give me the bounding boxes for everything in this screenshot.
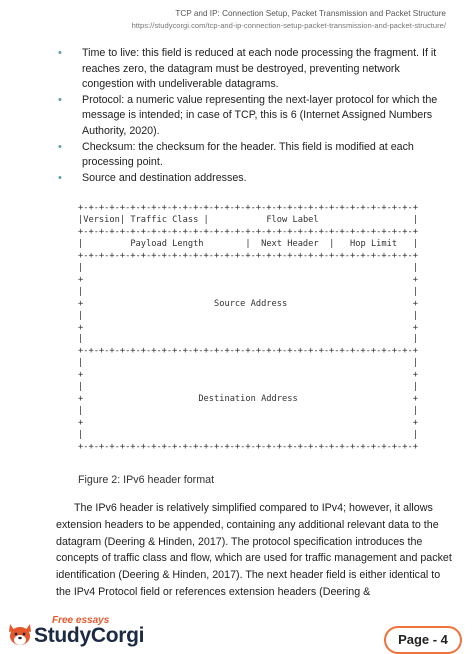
field-list (56, 46, 454, 186)
source-address-field: Source Address (214, 298, 288, 309)
brand-logo-text[interactable]: StudyCorgi (34, 624, 145, 647)
bullet-icon: • (58, 47, 62, 59)
footer-tagline: Free essays (52, 615, 110, 626)
list-item-text: Source and destination addresses. (82, 171, 247, 184)
flow-label-field: Flow Label (266, 214, 319, 225)
document-title: TCP and IP: Connection Setup, Packet Transmission and Packet Structure (175, 9, 446, 18)
page-header (132, 8, 446, 32)
figure-caption: Figure 2: IPv6 header format (78, 474, 215, 486)
list-item-text: Time to live: this field is reduced at each node processing the fragment. If it reaches zero, the datagram must be destroyed, preventing network congestion with undeliverable datagrams. (82, 47, 437, 91)
list-item (56, 46, 454, 93)
corgi-logo-icon (6, 620, 34, 648)
list-item (56, 171, 454, 187)
body-paragraph: The IPv6 header is relatively simplified compared to IPv4; however, it allows extension headers to be appended, containing any additional relevant data to the datagram (Deering & Hinden, 2017). The protocol specification introduces the concepts of traffic class and flow, which are used for traffic management and packet identification (Deering & Hinden, 2017). The next header field is either identical to the IPv4 Protocol field or references extension headers (Deering & (56, 502, 452, 598)
ipv6-header-diagram: +-+-+-+-+-+-+-+-+-+-+-+-+-+-+-+-+-+-+-+-+-+-+-+-+-+-+-+-+-+-+-+-+ |Version| Traffic Class | Flow Label | +-+-+-+-+-+-+-+-+-+-+-+-+-+-+-+-+-+-+-+-+-+-+-+-+-+-+-+-+-+-+-+-+ | Payload Length | Next Header | Hop Limit | +-+-+-+-+-+-+-+-+-+-+-+-+-+-+-+-+-+-+-+-+-+-+-+-+-+-+-+-+-+-+-+-+ | | + + | | + Source Address + | | + + | | +-+-+-+-+-+-+-+-+-+-+-+-+-+-+-+-+-+-+-+-+-+-+-+-+-+-+-+-+-+-+-+-+ | | + + | | + Destination Address + | | + + | | +-+-+-+-+-+-+-+-+-+-+-+-+-+-+-+-+-+-+-+-+-+-+-+-+-+-+-+-+-+-+-+-+ (78, 203, 419, 453)
document-url[interactable]: https://studycorgi.com/tcp-and-ip-connection-setup-packet-transmission-and-packet-structure/ (131, 21, 446, 30)
hop-limit-field: Hop Limit (350, 238, 398, 249)
bullet-icon: • (58, 171, 62, 184)
list-item-text: Checksum: the checksum for the header. This field is modified at each processing point. (82, 140, 414, 169)
bullet-icon: • (58, 93, 62, 106)
destination-address-field: Destination Address (198, 394, 298, 405)
list-item (56, 93, 454, 140)
bullet-icon: • (58, 140, 62, 153)
list-item-text: Protocol: a numeric value representing the next-layer protocol for which the message is intended; in case of TCP, this is 6 (Internet Assigned Numbers Authority, 2020). (82, 93, 438, 137)
list-item (56, 140, 454, 171)
next-header-field: Next Header (261, 238, 319, 249)
payload-length-field: Payload Length (130, 238, 204, 249)
traffic-class-field: Traffic Class (130, 214, 199, 225)
version-field: Version (83, 214, 120, 225)
page-number-badge: Page - 4 (384, 626, 462, 654)
